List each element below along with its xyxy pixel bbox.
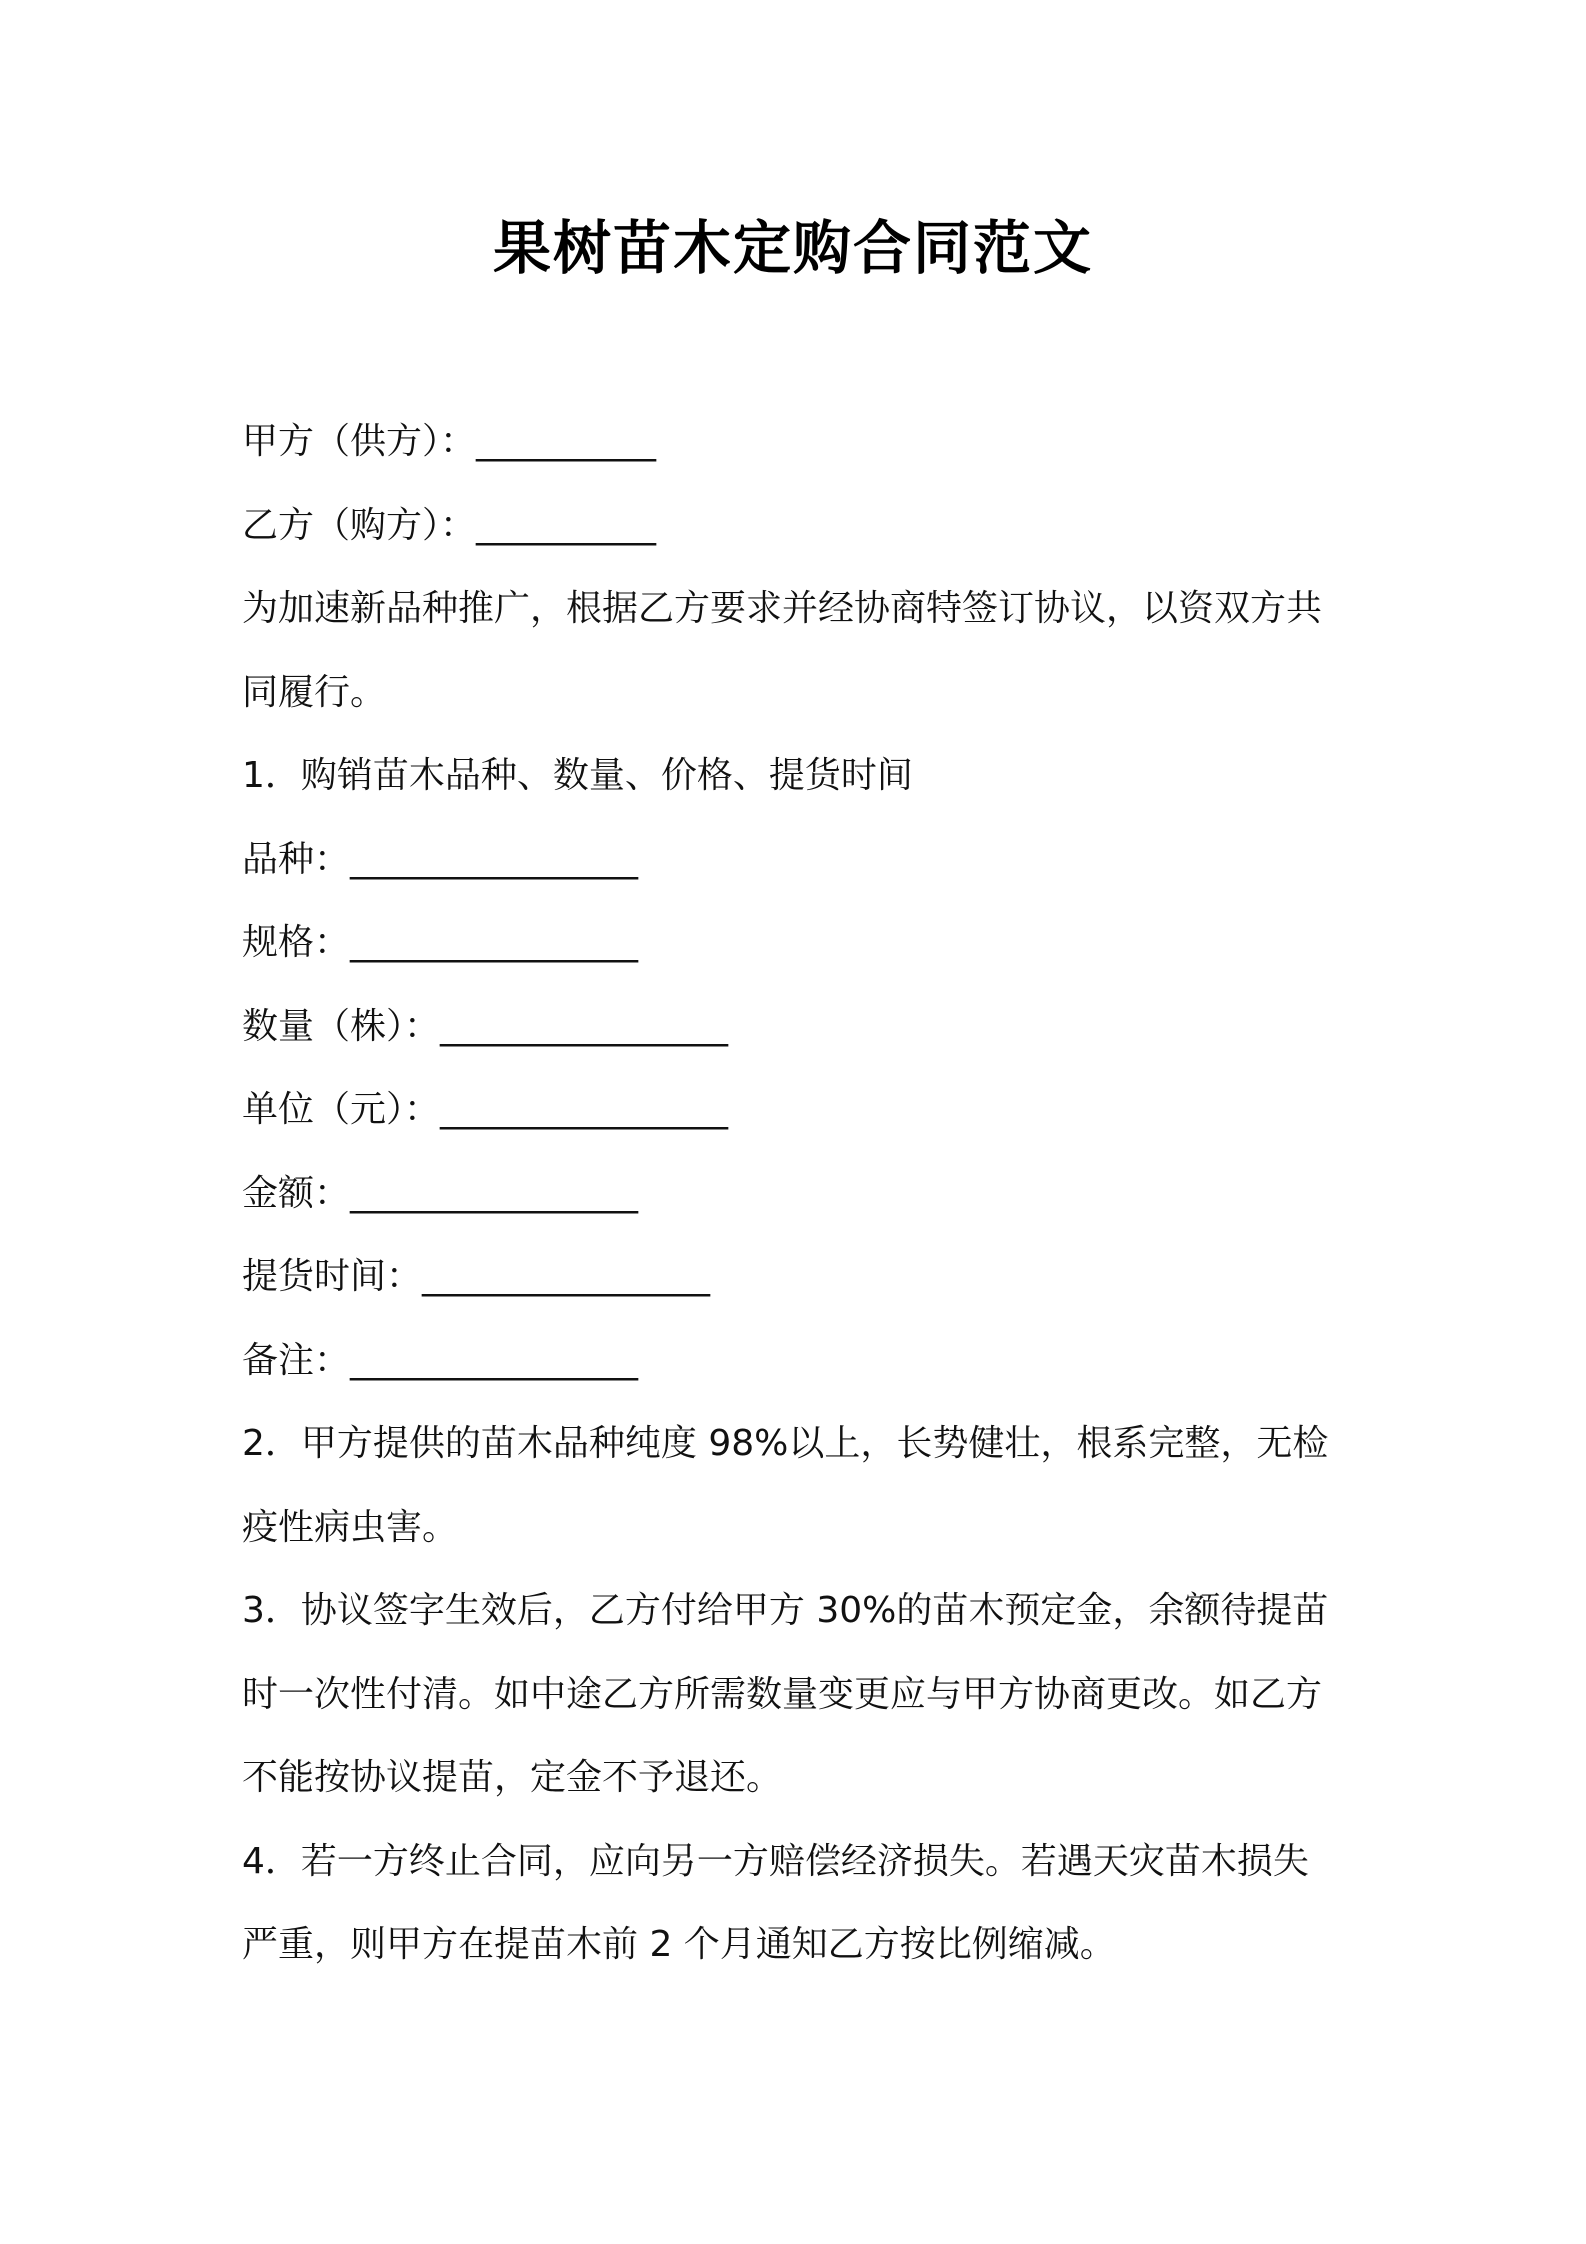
clause-3-line-3: 不能按协议提苗，定金不予退还。 — [242, 1757, 783, 1798]
clause-4-line-2: 严重，则甲方在提苗木前 2 个月通知乙方按比例缩减。 — [242, 1924, 1116, 1965]
field-remarks: 备注：________________ — [242, 1339, 639, 1381]
clause-4-line-1: 4．若一方终止合同，应向另一方赔偿经济损失。若遇天灾苗木损失 — [242, 1840, 1309, 1882]
field-variety: 品种：________________ — [242, 838, 639, 880]
party-a-line: 甲方（供方）：__________ — [242, 421, 657, 462]
clause-2-line-2: 疫性病虫害。 — [242, 1506, 459, 1548]
field-pickup-time: 提货时间：________________ — [242, 1256, 711, 1297]
preamble-line-2: 同履行。 — [242, 671, 387, 713]
party-b-line: 乙方（购方）：__________ — [242, 504, 657, 546]
clause-3-line-2: 时一次性付清。如中途乙方所需数量变更应与甲方协商更改。如乙方 — [242, 1673, 1323, 1715]
field-unit-price: 单位（元）：________________ — [242, 1089, 729, 1130]
clause-2-line-1: 2．甲方提供的苗木品种纯度 98%以上，长势健壮，根系完整，无检 — [242, 1423, 1329, 1464]
document-title: 果树苗木定购合同范文 — [492, 214, 1093, 282]
clause-3-line-1: 3．协议签字生效后，乙方付给甲方 30%的苗木预定金，余额待提苗 — [242, 1590, 1329, 1631]
field-quantity: 数量（株）：________________ — [242, 1005, 729, 1047]
preamble-line-1: 为加速新品种推广，根据乙方要求并经协商特签订协议，以资双方共 — [242, 588, 1323, 629]
field-specification: 规格：________________ — [242, 922, 639, 963]
clause-1-heading: 1．购销苗木品种、数量、价格、提货时间 — [242, 755, 913, 796]
document-body — [242, 400, 1362, 1987]
field-amount: 金额：________________ — [242, 1172, 639, 1214]
